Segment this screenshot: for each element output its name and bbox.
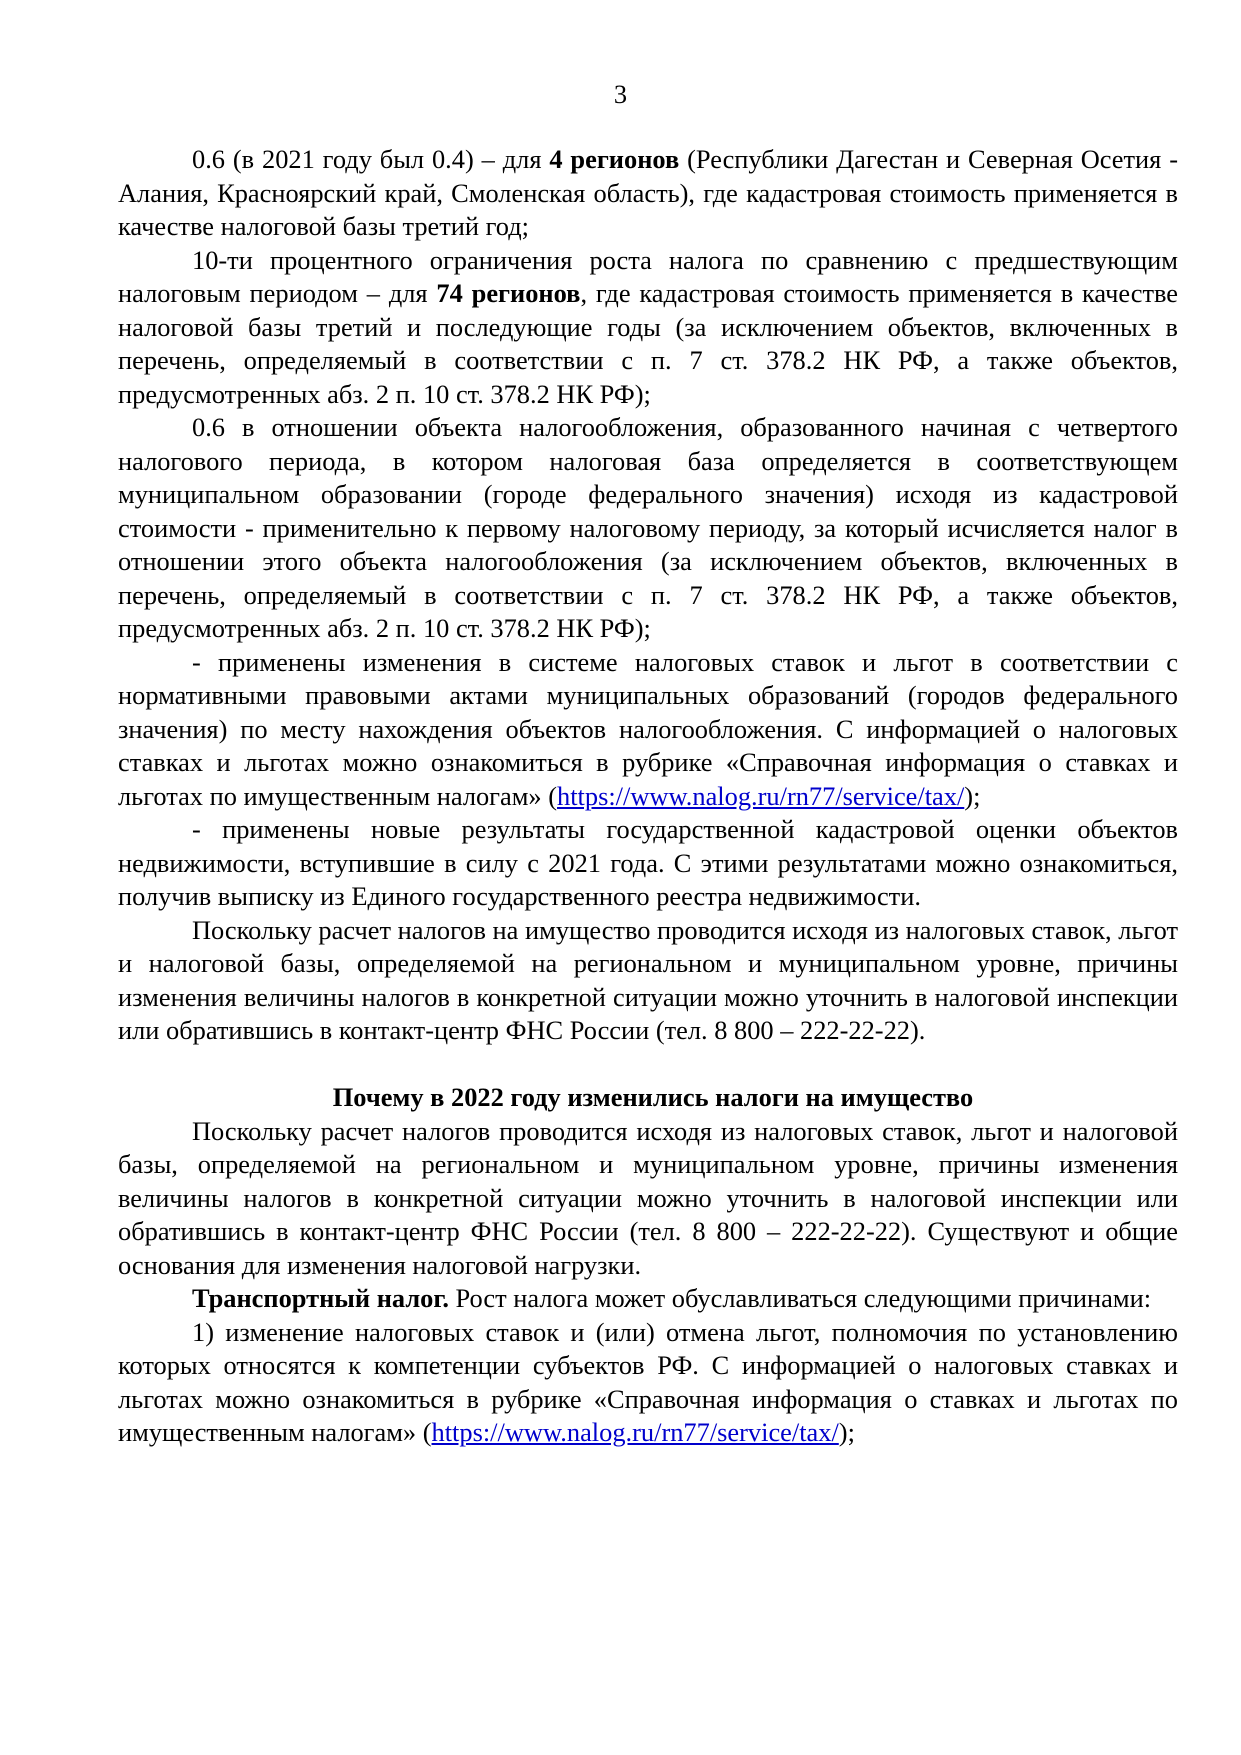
paragraph-10-percent-limit: 10-ти процентного ограничения роста налога по сравнению с предшествующим налоговым периодом – для 74 регионов, где кадастровая стоимость применяется в качестве налоговой базы третий и последующие годы (за исключением объектов, включенных в перечень, определяемый в соответствии с п. 7 ст. 378.2 НК РФ, а также объектов, предусмотренных абз. 2 п. 10 ст. 378.2 НК РФ); (118, 244, 1179, 409)
page-number: 3 (613, 79, 628, 109)
bold-4-regions: 4 регионов (549, 144, 680, 174)
bold-74-regions: 74 регионов (436, 278, 581, 308)
document-body (118, 143, 1178, 1450)
paragraph-rate-4-regions: 0.6 (в 2021 году был 0.4) – для 4 регионов (Республики Дагестан и Северная Осетия - Алания, Красноярский край, Смоленская область), где кадастровая стоимость применяется в качестве налоговой базы третий год; (118, 144, 1178, 241)
paragraph-general-reasons: Поскольку расчет налогов проводится исходя из налоговых ставок, льгот и налоговой базы, определяемой на региональном и муниципальном уровне, причины изменения величины налогов в конкретной ситуации можно уточнить в налоговой инспекции или обратившись в контакт-центр ФНС России (тел. 8 800 – 222-22-22). Существуют и общие основания для изменения налоговой нагрузки. (118, 1115, 1178, 1280)
paragraph-transport-tax: Транспортный налог. Рост налога может обуславливаться следующими причинами: (192, 1283, 1152, 1313)
paragraph-rates-and-benefits: - применены изменения в системе налоговых ставок и льгот в соответствии с нормативными правовыми актами муниципальных образований (городов федерального значения) по месту нахождения объектов налогообложения. С информацией о налоговых ставках и льготах можно ознакомиться в рубрике «Справочная информация о ставках и льготах по имущественным налогам» (https://www.nalog.ru/rn77/service/tax/); (118, 646, 1178, 811)
tax-info-link[interactable]: https://www.nalog.ru/rn77/service/tax/ (557, 780, 965, 811)
paragraph-reason-1: 1) изменение налоговых ставок и (или) отмена льгот, полномочия по установлению которых относятся к компетенции субъектов РФ. С информацией о налоговых ставках и льготах можно ознакомиться в рубрике «Справочная информация о ставках и льготах по имущественным налогам» (https://www.nalog.ru/rn77/service/tax/); (118, 1316, 1178, 1447)
paragraph-cadastral-valuation: - применены новые результаты государственной кадастровой оценки объектов недвижимости, вступившие в силу с 2021 года. С этими результатами можно ознакомиться, получив выписку из Единого государственного реестра недвижимости. (118, 814, 1178, 911)
paragraph-rate-new-objects: 0.6 в отношении объекта налогообложения, образованного начиная с четвертого налогового периода, в котором налоговая база определяется в соответствующем муниципальном образовании (городе федерального значения) исходя из кадастровой стоимости - применительно к первому налоговому периоду, за который исчисляется налог в отношении этого объекта налогообложения (за исключением объектов, включенных в перечень, определяемый в соответствии с п. 7 ст. 378.2 НК РФ, а также объектов, предусмотренных абз. 2 п. 10 ст. 378.2 НК РФ); (118, 412, 1178, 643)
section-heading: Почему в 2022 году изменились налоги на имущество (332, 1082, 974, 1112)
paragraph-contact-center: Поскольку расчет налогов на имущество проводится исходя из налоговых ставок, льгот и налоговой базы, определяемой на региональном и муниципальном уровне, причины изменения величины налогов в конкретной ситуации можно уточнить в налоговой инспекции или обратившись в контакт-центр ФНС России (тел. 8 800 – 222-22-22). (118, 914, 1178, 1045)
tax-info-link-2[interactable]: https://www.nalog.ru/rn77/service/tax/ (431, 1417, 839, 1447)
bold-transport-tax: Транспортный налог. (192, 1283, 449, 1313)
